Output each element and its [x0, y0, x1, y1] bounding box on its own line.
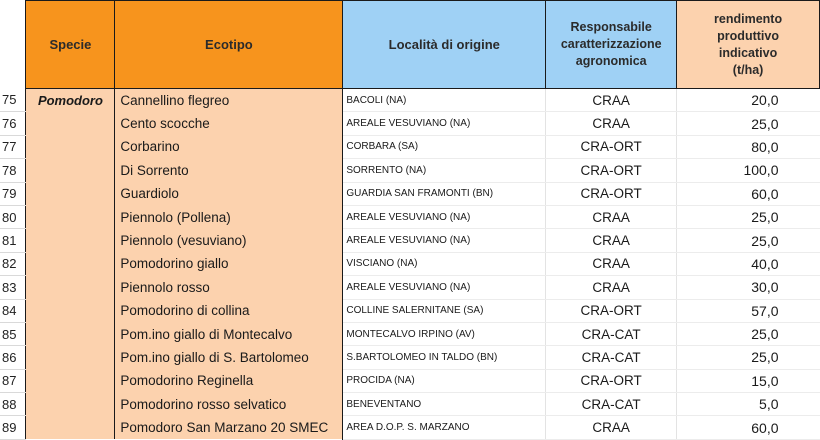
responsible-cell[interactable]: CRAA — [546, 276, 677, 299]
row-number[interactable]: 82 — [0, 252, 26, 275]
yield-cell[interactable]: 57,0 — [677, 299, 820, 322]
row-number[interactable]: 89 — [0, 416, 26, 439]
table-row — [0, 346, 820, 369]
ecotype-cell[interactable]: Guardiolo — [115, 182, 343, 205]
yield-cell[interactable]: 40,0 — [677, 252, 820, 275]
row-number[interactable]: 81 — [0, 229, 26, 252]
row-number[interactable]: 76 — [0, 112, 26, 135]
table-row — [0, 159, 820, 182]
species-cell[interactable] — [26, 322, 115, 345]
species-cell[interactable]: Pomodoro — [26, 89, 115, 112]
responsible-header-line: agronomica — [575, 54, 647, 68]
row-number[interactable]: 83 — [0, 276, 26, 299]
table-row — [0, 276, 820, 299]
ecotype-cell[interactable]: Pom.ino giallo di Montecalvo — [115, 322, 343, 345]
ecotype-header[interactable]: Ecotipo — [115, 1, 343, 89]
ecotype-cell[interactable]: Piennolo (Pollena) — [115, 205, 343, 228]
species-cell[interactable] — [26, 229, 115, 252]
yield-header-line: indicativo — [718, 45, 778, 60]
responsible-cell[interactable]: CRAA — [546, 416, 677, 439]
table-row — [0, 416, 820, 439]
yield-cell[interactable]: 25,0 — [677, 205, 820, 228]
species-cell[interactable] — [26, 159, 115, 182]
ecotype-cell[interactable]: Piennolo (vesuviano) — [115, 229, 343, 252]
responsible-header[interactable] — [546, 1, 677, 89]
responsible-cell[interactable]: CRAA — [546, 229, 677, 252]
ecotype-cell[interactable]: Cannellino flegreo — [115, 89, 343, 112]
row-number[interactable]: 77 — [0, 135, 26, 158]
responsible-cell[interactable]: CRAA — [546, 205, 677, 228]
origin-cell[interactable]: AREALE VESUVIANO (NA) — [343, 229, 546, 252]
species-cell[interactable] — [26, 299, 115, 322]
ecotype-cell[interactable]: Pomodorino giallo — [115, 252, 343, 275]
row-number[interactable]: 87 — [0, 369, 26, 392]
origin-header[interactable]: Località di origine — [343, 1, 546, 89]
responsible-cell[interactable]: CRA-CAT — [546, 393, 677, 416]
yield-cell[interactable]: 20,0 — [677, 89, 820, 112]
ecotype-cell[interactable]: Pomodoro San Marzano 20 SMEC — [115, 416, 343, 439]
species-cell[interactable] — [26, 182, 115, 205]
row-number[interactable]: 84 — [0, 299, 26, 322]
ecotype-cell[interactable]: Piennolo rosso — [115, 276, 343, 299]
ecotype-cell[interactable]: Di Sorrento — [115, 159, 343, 182]
origin-cell[interactable]: PROCIDA (NA) — [343, 369, 546, 392]
row-number[interactable]: 75 — [0, 89, 26, 112]
table-row — [0, 112, 820, 135]
row-number[interactable]: 85 — [0, 322, 26, 345]
ecotype-cell[interactable]: Corbarino — [115, 135, 343, 158]
table-row — [0, 229, 820, 252]
table-row — [0, 89, 820, 112]
responsible-cell[interactable]: CRA-ORT — [546, 299, 677, 322]
responsible-cell[interactable]: CRA-ORT — [546, 159, 677, 182]
species-cell[interactable] — [26, 393, 115, 416]
yield-cell[interactable]: 80,0 — [677, 135, 820, 158]
species-cell[interactable] — [26, 112, 115, 135]
ecotype-cell[interactable]: Pomodorino rosso selvatico — [115, 393, 343, 416]
row-number[interactable]: 86 — [0, 346, 26, 369]
responsible-cell[interactable]: CRA-ORT — [546, 135, 677, 158]
species-cell[interactable] — [26, 369, 115, 392]
origin-cell[interactable]: S.BARTOLOMEO IN TALDO (BN) — [343, 346, 546, 369]
ecotype-cell[interactable]: Pom.ino giallo di S. Bartolomeo — [115, 346, 343, 369]
row-number[interactable]: 79 — [0, 182, 26, 205]
origin-cell[interactable]: AREALE VESUVIANO (NA) — [343, 276, 546, 299]
origin-cell[interactable]: AREA D.O.P. S. MARZANO — [343, 416, 546, 439]
responsible-cell[interactable]: CRA-CAT — [546, 346, 677, 369]
yield-header-line: (t/ha) — [732, 62, 764, 77]
yield-cell[interactable]: 30,0 — [677, 276, 820, 299]
yield-header-line: produttivo — [717, 28, 779, 43]
row-number[interactable]: 80 — [0, 205, 26, 228]
responsible-cell[interactable]: CRAA — [546, 89, 677, 112]
species-cell[interactable] — [26, 252, 115, 275]
origin-cell[interactable]: BACOLI (NA) — [343, 89, 546, 112]
origin-cell[interactable]: CORBARA (SA) — [343, 135, 546, 158]
species-cell[interactable] — [26, 205, 115, 228]
origin-cell[interactable]: AREALE VESUVIANO (NA) — [343, 112, 546, 135]
table-row — [0, 369, 820, 392]
table-row — [0, 135, 820, 158]
ecotype-cell[interactable]: Pomodorino di collina — [115, 299, 343, 322]
table-body — [0, 89, 820, 440]
yield-cell[interactable]: 60,0 — [677, 182, 820, 205]
yield-header[interactable] — [677, 1, 820, 89]
yield-header-line: rendimento — [714, 11, 783, 26]
header-row — [0, 1, 820, 89]
table-row — [0, 299, 820, 322]
row-number[interactable]: 88 — [0, 393, 26, 416]
yield-cell[interactable]: 25,0 — [677, 112, 820, 135]
species-cell[interactable] — [26, 276, 115, 299]
table-row — [0, 393, 820, 416]
responsible-header-line: caratterizzazione — [560, 37, 662, 51]
species-cell[interactable] — [26, 135, 115, 158]
responsible-header-line: Responsabile — [570, 20, 652, 34]
yield-cell[interactable]: 15,0 — [677, 369, 820, 392]
table-row — [0, 322, 820, 345]
row-number-header — [0, 1, 26, 89]
yield-cell[interactable]: 25,0 — [677, 346, 820, 369]
responsible-cell[interactable]: CRA-CAT — [546, 322, 677, 345]
ecotype-cell[interactable]: Cento scocche — [115, 112, 343, 135]
yield-cell[interactable]: 5,0 — [677, 393, 820, 416]
origin-cell[interactable]: COLLINE SALERNITANE (SA) — [343, 299, 546, 322]
yield-cell[interactable]: 25,0 — [677, 229, 820, 252]
yield-cell[interactable]: 25,0 — [677, 322, 820, 345]
row-number[interactable]: 78 — [0, 159, 26, 182]
origin-cell[interactable]: AREALE VESUVIANO (NA) — [343, 205, 546, 228]
yield-cell[interactable]: 100,0 — [677, 159, 820, 182]
species-cell[interactable] — [26, 346, 115, 369]
responsible-cell[interactable]: CRAA — [546, 252, 677, 275]
origin-cell[interactable]: VISCIANO (NA) — [343, 252, 546, 275]
origin-cell[interactable]: BENEVENTANO — [343, 393, 546, 416]
origin-cell[interactable]: MONTECALVO IRPINO (AV) — [343, 322, 546, 345]
origin-cell[interactable]: SORRENTO (NA) — [343, 159, 546, 182]
table-row — [0, 252, 820, 275]
responsible-cell[interactable]: CRA-ORT — [546, 369, 677, 392]
ecotype-cell[interactable]: Pomodorino Reginella — [115, 369, 343, 392]
origin-cell[interactable]: GUARDIA SAN FRAMONTI (BN) — [343, 182, 546, 205]
species-cell[interactable] — [26, 416, 115, 439]
table-row — [0, 205, 820, 228]
table-row — [0, 182, 820, 205]
yield-cell[interactable]: 60,0 — [677, 416, 820, 439]
responsible-cell[interactable]: CRA-ORT — [546, 182, 677, 205]
responsible-cell[interactable]: CRAA — [546, 112, 677, 135]
species-header[interactable]: Specie — [26, 1, 115, 89]
